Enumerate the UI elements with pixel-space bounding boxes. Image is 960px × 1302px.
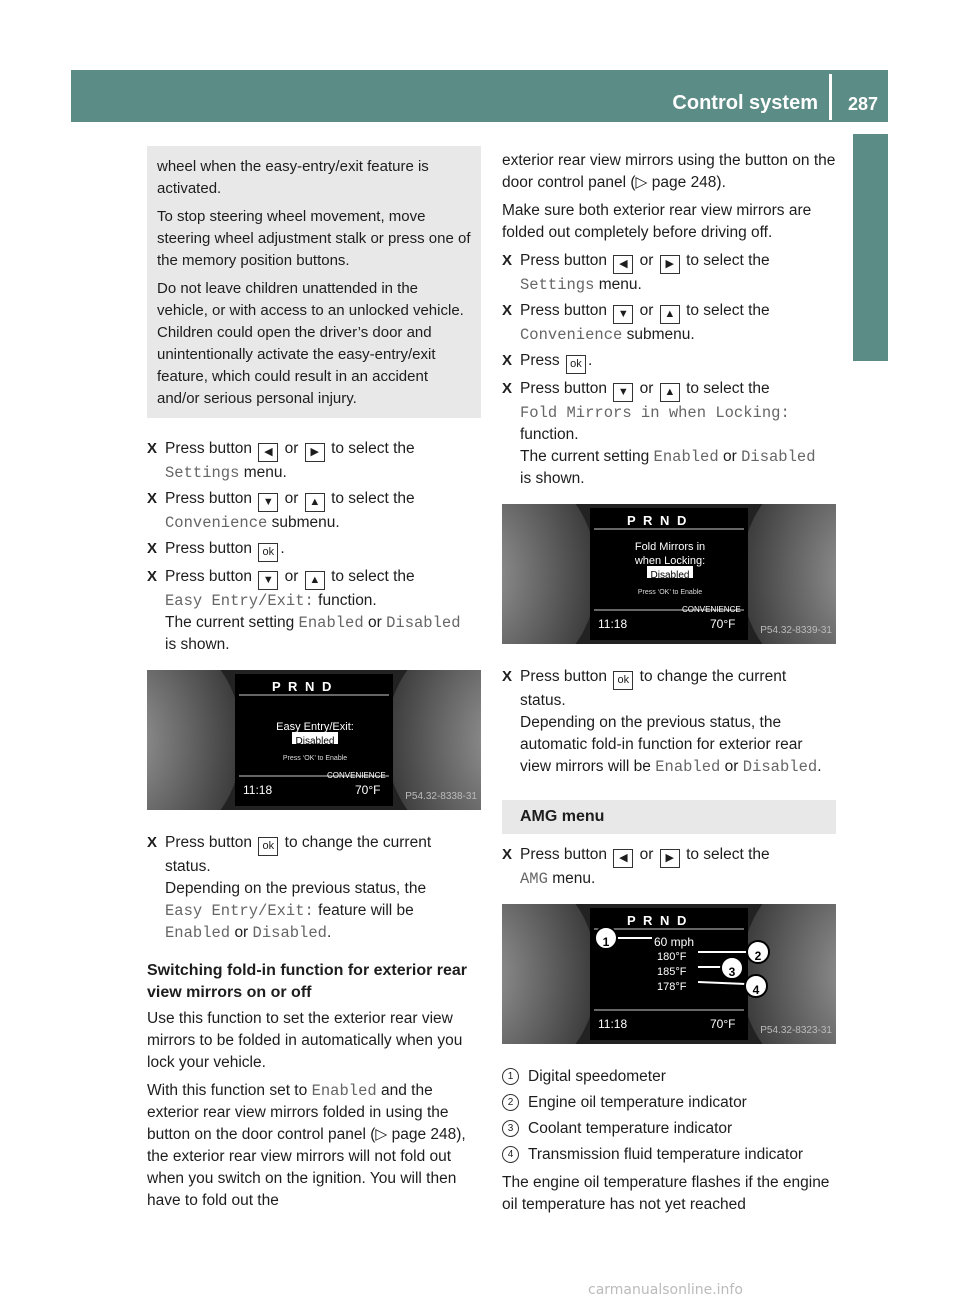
down-key-icon: ▼ <box>258 571 278 590</box>
footer-watermark: carmanualsonline.info <box>588 1282 743 1298</box>
step-item: X Press button ok to change the current status. Depending on the previous status, the automatic fold-in function for exterior rear view mirrors will be Enabled or Disabled. <box>502 668 822 776</box>
paragraph: Make sure both exterior rear view mirrors are folded out completely before driving off. <box>502 202 812 241</box>
step-marker-icon: X <box>147 490 158 507</box>
warning-text: To stop steering wheel movement, move steering wheel adjustment stalk or press one of the memory position buttons. <box>157 208 471 269</box>
down-key-icon: ▼ <box>258 493 278 512</box>
callout-3: 3 <box>728 965 736 979</box>
step-marker-icon: X <box>147 834 158 851</box>
right-key-icon: ▶ <box>660 255 680 274</box>
up-key-icon: ▲ <box>660 305 680 324</box>
section-heading: Switching fold-in function for exterior rear view mirrors on or off <box>147 962 468 1001</box>
step-marker-icon: X <box>502 380 513 397</box>
step-marker-icon: X <box>147 568 158 585</box>
section-title: Control system <box>672 92 818 114</box>
up-key-icon: ▲ <box>305 571 325 590</box>
callout-2: 2 <box>754 949 762 963</box>
down-key-icon: ▼ <box>613 305 633 324</box>
left-key-icon: ◀ <box>258 443 278 462</box>
right-column <box>502 150 836 1222</box>
step-marker-icon: X <box>502 302 513 319</box>
step-marker-icon: X <box>502 352 513 369</box>
paragraph: Use this function to set the exterior rear view mirrors to be folded in automatically when you lock your vehicle. <box>147 1010 463 1071</box>
legend-list <box>502 1066 836 1166</box>
ok-key-icon: ok <box>566 355 586 374</box>
header-divider <box>829 74 832 120</box>
step-item: X Press button ▼ or ▲ to select the Fold Mirrors in when Locking: function. The current setting Enabled or Disabled is shown. <box>502 380 816 487</box>
warning-text: Do not leave children unattended in the vehicle, or with access to an unlocked vehicle. Children could open the driver’s door and unintentionally activate the easy-entry/exit feature, which could result in an accident and/or serious personal injury. <box>157 280 464 407</box>
callout-4: 4 <box>752 983 760 997</box>
cluster-display-figure: P R N D Fold Mirrors in when Locking: Disabled Press ‘OK’ to Enable CONVENIENCE 11:18 70°F P54.32-8339-31 <box>502 504 836 644</box>
cluster-display-figure: P R N D Easy Entry/Exit: Disabled Press ‘OK’ to Enable CONVENIENCE 11:18 70°F P54.32-8338-31 <box>147 670 481 810</box>
legend-item: 2 Engine oil temperature indicator <box>502 1092 836 1114</box>
step-marker-icon: X <box>147 540 158 557</box>
page-header <box>71 70 888 122</box>
warning-text: wheel when the easy-entry/exit feature is activated. <box>157 158 429 197</box>
left-key-icon: ◀ <box>613 255 633 274</box>
step-item: X Press button ▼ or ▲ to select the Convenience submenu. <box>147 490 415 532</box>
amg-display-figure: P R N D 1 2 3 4 60 mph 180°F 185°F 178°F 11:18 70°F P54.32-8323-31 <box>502 904 836 1044</box>
step-item: X Press button ▼ or ▲ to select the Easy Entry/Exit: function. The current setting Enabled or Disabled is shown. <box>147 568 461 653</box>
step-item: X Press button ◀ or ▶ to select the AMG menu. <box>502 846 770 888</box>
step-item: X Press button ok to change the current status. Depending on the previous status, the Easy Entry/Exit: feature will be Enabled or Disabled. <box>147 834 432 942</box>
left-column <box>147 146 481 1218</box>
paragraph: With this function set to Enabled and the exterior rear view mirrors folded in using the button on the door control panel (▷ page 248), the exterior rear view mirrors will not fold out when you switch on the ignition. You will then have to fold out the <box>147 1082 466 1209</box>
step-item: X Press button ◀ or ▶ to select the Settings menu. <box>502 252 770 294</box>
step-marker-icon: X <box>147 440 158 457</box>
step-marker-icon: X <box>502 252 513 269</box>
paragraph: exterior rear view mirrors using the button on the door control panel (▷ page 248). <box>502 152 836 191</box>
ok-key-icon: ok <box>613 671 633 690</box>
step-item: X Press button ◀ or ▶ to select the Settings menu. <box>147 440 415 482</box>
down-key-icon: ▼ <box>613 383 633 402</box>
legend-item: 1 Digital speedometer <box>502 1066 836 1088</box>
section-band: AMG menu <box>502 800 836 834</box>
left-key-icon: ◀ <box>613 849 633 868</box>
warning-box <box>147 146 481 418</box>
step-item: X Press ok . <box>502 350 836 374</box>
legend-item: 3 Coolant temperature indicator <box>502 1118 836 1140</box>
right-key-icon: ▶ <box>660 849 680 868</box>
paragraph: The engine oil temperature flashes if the engine oil temperature has not yet reached <box>502 1174 830 1213</box>
ok-key-icon: ok <box>258 543 278 562</box>
step-marker-icon: X <box>502 846 513 863</box>
callout-1: 1 <box>602 935 610 949</box>
step-item: X Press button ok . <box>147 538 481 562</box>
page-number: 287 <box>847 94 878 114</box>
ok-key-icon: ok <box>258 837 278 856</box>
up-key-icon: ▲ <box>660 383 680 402</box>
step-marker-icon: X <box>502 668 513 685</box>
legend-item: 4 Transmission fluid temperature indicator <box>502 1144 836 1166</box>
step-item: X Press button ▼ or ▲ to select the Convenience submenu. <box>502 302 770 344</box>
up-key-icon: ▲ <box>305 493 325 512</box>
side-chapter-label: Controls in detail <box>859 179 882 344</box>
right-key-icon: ▶ <box>305 443 325 462</box>
